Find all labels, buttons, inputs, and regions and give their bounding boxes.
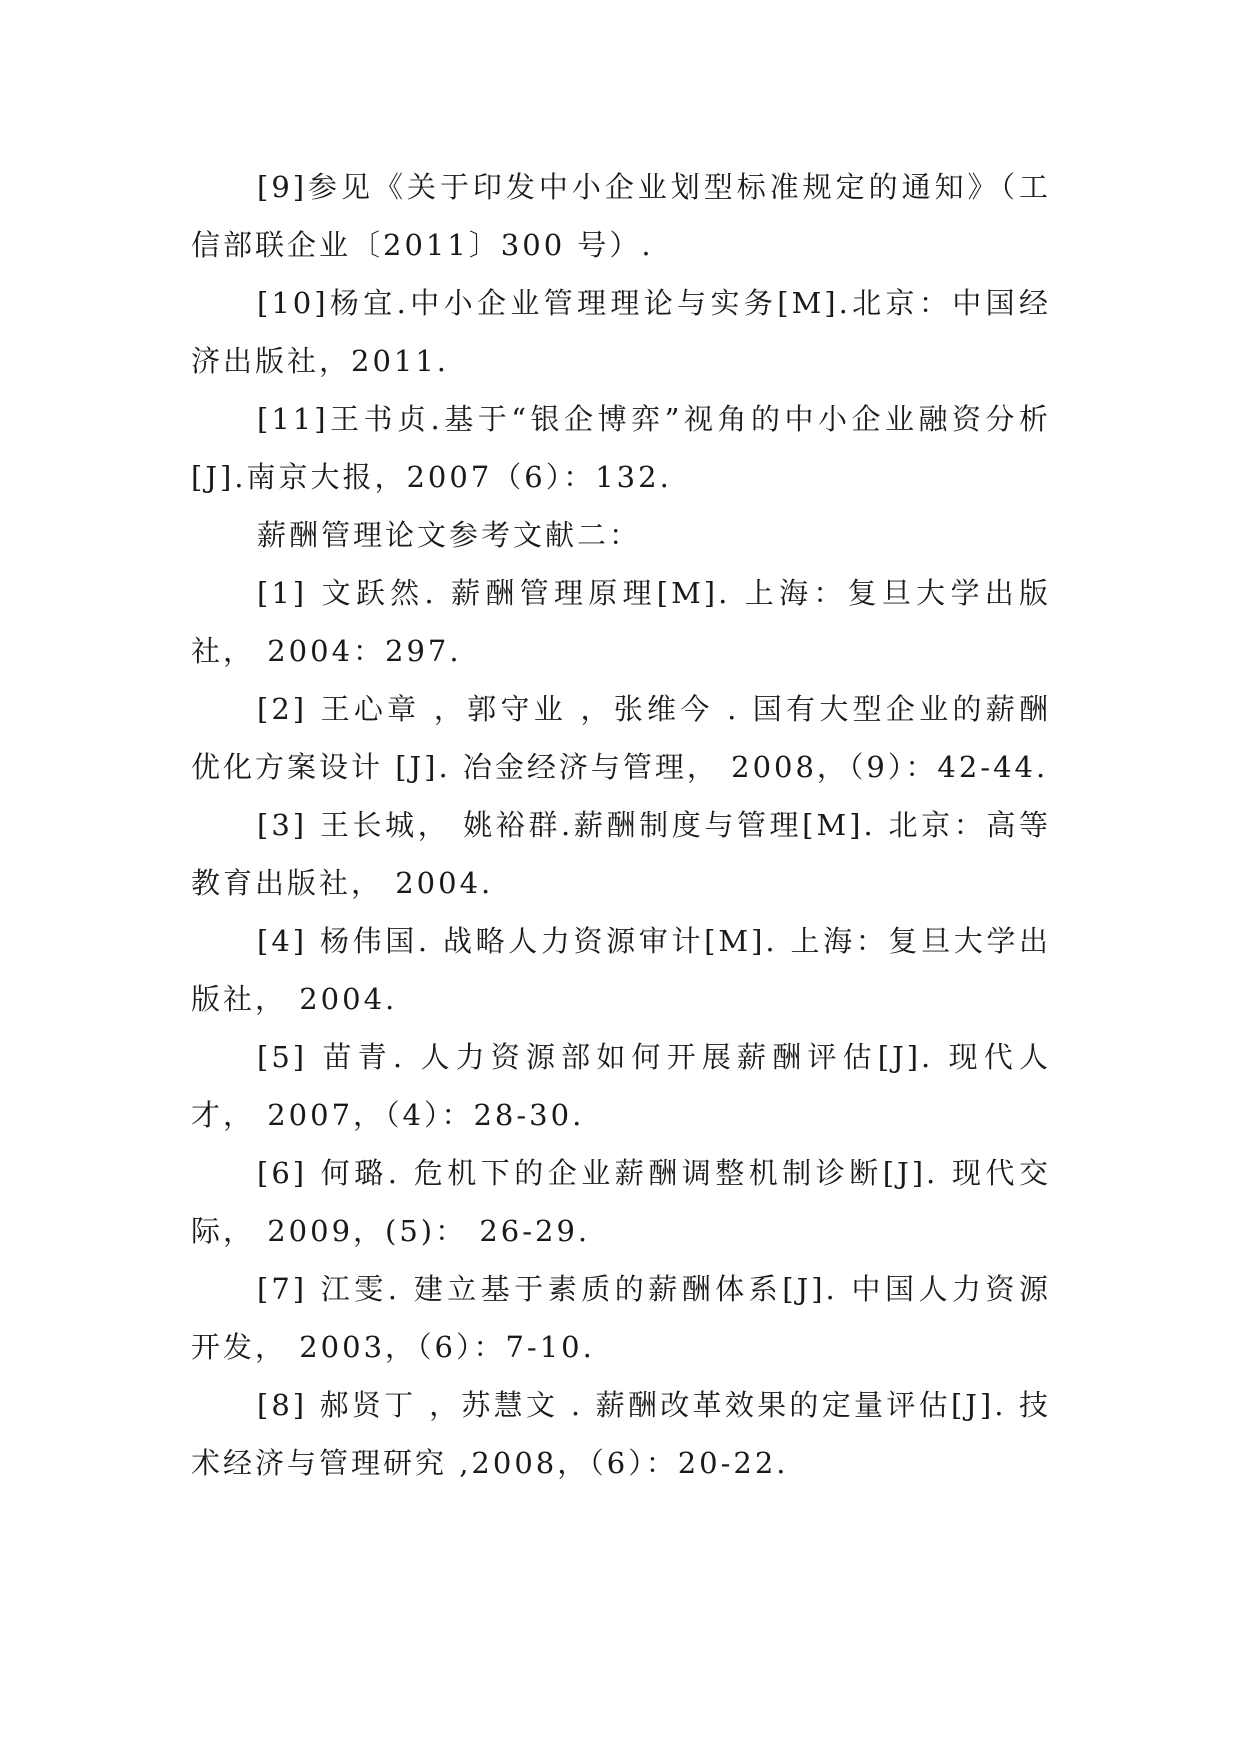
reference-entry-9: [9]参见《关于印发中小企业划型标准规定的通知》（工信部联企业〔2011〕300 号）. — [191, 170, 1051, 262]
section-heading: 薪酬管理论文参考文献二： — [257, 518, 642, 552]
reference-entry-11: [11]王书贞.基于“银企博弈”视角的中小企业融资分析[J].南京大报，2007（6）：132. — [191, 402, 1051, 494]
reference-entry-3: [3] 王长城， 姚裕群.薪酬制度与管理[M]. 北京：高等教育出版社， 2004. — [191, 808, 1051, 900]
reference-entry-1: [1] 文跃然. 薪酬管理原理[M]. 上海：复旦大学出版社， 2004：297. — [191, 576, 1051, 668]
reference-list — [191, 158, 1051, 1492]
reference-entry-10: [10]杨宜.中小企业管理理论与实务[M].北京：中国经济出版社，2011. — [191, 286, 1051, 378]
reference-entry-2: [2] 王心章 ，郭守业 ，张维今 . 国有大型企业的薪酬优化方案设计 [J]. 冶金经济与管理， 2008，（9）：42-44. — [191, 692, 1051, 784]
reference-entry-4: [4] 杨伟国. 战略人力资源审计[M]. 上海：复旦大学出版社， 2004. — [191, 924, 1051, 1016]
reference-entry-7: [7] 江雯. 建立基于素质的薪酬体系[J]. 中国人力资源开发， 2003，（6）：7-10. — [191, 1272, 1051, 1364]
reference-entry-6: [6] 何璐. 危机下的企业薪酬调整机制诊断[J]. 现代交际， 2009，(5)： 26-29. — [191, 1156, 1051, 1248]
reference-entry-5: [5] 苗青. 人力资源部如何开展薪酬评估[J]. 现代人才， 2007，（4）：28-30. — [191, 1040, 1051, 1132]
reference-entry-8: [8] 郝贤丁 ，苏慧文 . 薪酬改革效果的定量评估[J]. 技术经济与管理研究 ,2008，（6）：20-22. — [191, 1388, 1051, 1480]
